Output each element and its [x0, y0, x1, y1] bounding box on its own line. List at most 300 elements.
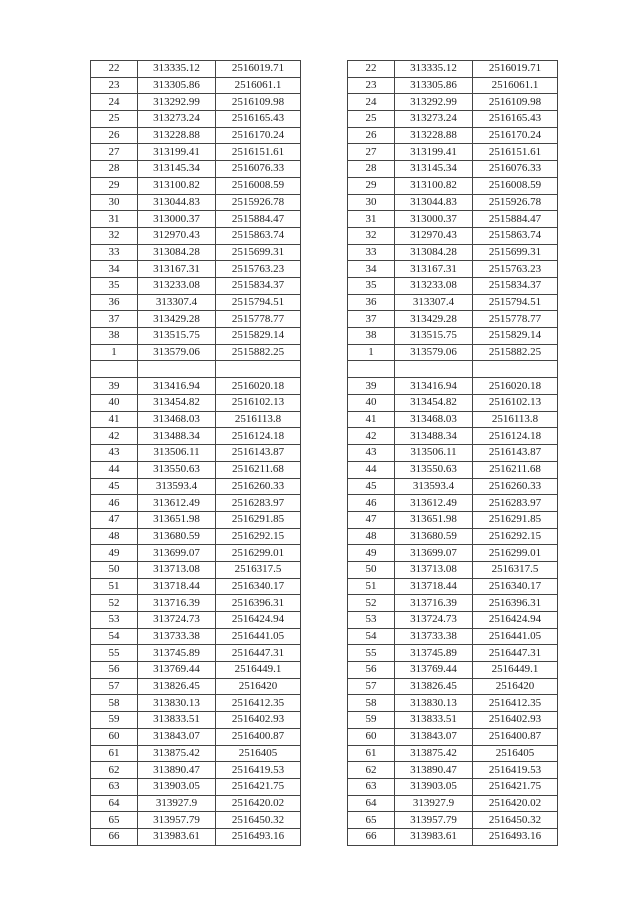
point-number-cell: 65: [91, 812, 138, 829]
point-number-cell: 52: [91, 595, 138, 612]
table-row: [348, 161, 558, 178]
table-row: [91, 695, 301, 712]
point-number-cell: 66: [91, 828, 138, 845]
y-coordinate-cell: 2516400.87: [473, 728, 558, 745]
y-coordinate-cell: 2516008.59: [473, 177, 558, 194]
table-row: [91, 378, 301, 395]
y-coordinate-cell: 2516447.31: [216, 645, 301, 662]
y-coordinate-cell: 2516165.43: [216, 111, 301, 128]
table-row: [348, 795, 558, 812]
y-coordinate-cell: 2515884.47: [473, 211, 558, 228]
y-coordinate-cell: 2516449.1: [216, 662, 301, 679]
table-row: [348, 378, 558, 395]
x-coordinate-cell: 312970.43: [395, 227, 473, 244]
table-row: [91, 511, 301, 528]
x-coordinate-cell: 313044.83: [395, 194, 473, 211]
y-coordinate-cell: 2516420: [216, 678, 301, 695]
table-row: [91, 244, 301, 261]
y-coordinate-cell: 2516170.24: [473, 127, 558, 144]
table-row: [348, 561, 558, 578]
table-row: [91, 445, 301, 462]
table-row: [91, 678, 301, 695]
x-coordinate-cell: 313983.61: [138, 828, 216, 845]
point-number-cell: 31: [348, 211, 395, 228]
table-row: [348, 745, 558, 762]
table-row: [91, 127, 301, 144]
table-row: [91, 595, 301, 612]
table-row: [91, 411, 301, 428]
y-coordinate-cell: 2516061.1: [473, 77, 558, 94]
x-coordinate-cell: 313593.4: [395, 478, 473, 495]
table-row: [91, 478, 301, 495]
point-number-cell: 33: [348, 244, 395, 261]
y-coordinate-cell: 2516076.33: [216, 161, 301, 178]
x-coordinate-cell: 313716.39: [395, 595, 473, 612]
y-coordinate-cell: 2516424.94: [216, 612, 301, 629]
point-number-cell: 45: [348, 478, 395, 495]
x-coordinate-cell: 313307.4: [395, 294, 473, 311]
x-coordinate-cell: 313416.94: [395, 378, 473, 395]
table-row: [348, 778, 558, 795]
y-coordinate-cell: 2516412.35: [473, 695, 558, 712]
x-coordinate-cell: 313826.45: [395, 678, 473, 695]
y-coordinate-cell: 2516396.31: [216, 595, 301, 612]
table-row: [91, 395, 301, 412]
x-coordinate-cell: 313713.08: [395, 561, 473, 578]
y-coordinate-cell: 2516412.35: [216, 695, 301, 712]
y-coordinate-cell: 2515884.47: [216, 211, 301, 228]
table-row: [348, 211, 558, 228]
point-number-cell: 48: [91, 528, 138, 545]
point-number-cell: [91, 361, 138, 378]
y-coordinate-cell: 2516405: [216, 745, 301, 762]
table-row: [348, 478, 558, 495]
point-number-cell: 64: [348, 795, 395, 812]
y-coordinate-cell: 2516424.94: [473, 612, 558, 629]
x-coordinate-cell: 313890.47: [395, 762, 473, 779]
point-number-cell: 22: [348, 61, 395, 78]
table-row: [91, 328, 301, 345]
point-number-cell: 49: [348, 545, 395, 562]
point-number-cell: 26: [91, 127, 138, 144]
y-coordinate-cell: 2515699.31: [216, 244, 301, 261]
x-coordinate-cell: 313769.44: [395, 662, 473, 679]
x-coordinate-cell: 313429.28: [138, 311, 216, 328]
point-number-cell: 63: [348, 778, 395, 795]
blank-separator-row: [348, 361, 558, 378]
y-coordinate-cell: [473, 361, 558, 378]
point-number-cell: 35: [91, 277, 138, 294]
y-coordinate-cell: 2516291.85: [216, 511, 301, 528]
table-row: [91, 728, 301, 745]
table-row: [348, 428, 558, 445]
table-row: [348, 495, 558, 512]
x-coordinate-cell: 313307.4: [138, 294, 216, 311]
point-number-cell: 29: [91, 177, 138, 194]
y-coordinate-cell: 2516291.85: [473, 511, 558, 528]
x-coordinate-cell: 313429.28: [395, 311, 473, 328]
x-coordinate-cell: 313713.08: [138, 561, 216, 578]
table-row: [91, 495, 301, 512]
table-row: [91, 561, 301, 578]
point-number-cell: 34: [91, 261, 138, 278]
table-row: [91, 227, 301, 244]
y-coordinate-cell: 2516102.13: [473, 395, 558, 412]
point-number-cell: 30: [348, 194, 395, 211]
point-number-cell: 27: [91, 144, 138, 161]
point-number-cell: 27: [348, 144, 395, 161]
y-coordinate-cell: 2516211.68: [216, 461, 301, 478]
y-coordinate-cell: 2516020.18: [473, 378, 558, 395]
point-number-cell: 66: [348, 828, 395, 845]
point-number-cell: 54: [91, 628, 138, 645]
y-coordinate-cell: 2516450.32: [473, 812, 558, 829]
point-number-cell: 63: [91, 778, 138, 795]
x-coordinate-cell: 313100.82: [138, 177, 216, 194]
table-row: [348, 177, 558, 194]
x-coordinate-cell: 313843.07: [138, 728, 216, 745]
table-row: [91, 344, 301, 361]
x-coordinate-cell: 313983.61: [395, 828, 473, 845]
point-number-cell: 56: [348, 662, 395, 679]
table-row: [348, 344, 558, 361]
y-coordinate-cell: 2515778.77: [216, 311, 301, 328]
x-coordinate-cell: 313228.88: [395, 127, 473, 144]
table-row: [348, 294, 558, 311]
x-coordinate-cell: 313593.4: [138, 478, 216, 495]
table-row: [91, 628, 301, 645]
x-coordinate-cell: 313550.63: [138, 461, 216, 478]
point-number-cell: 1: [91, 344, 138, 361]
x-coordinate-cell: 313506.11: [395, 445, 473, 462]
table-row: [91, 745, 301, 762]
coordinate-table-right: [347, 60, 558, 846]
table-row: [91, 111, 301, 128]
y-coordinate-cell: 2516405: [473, 745, 558, 762]
y-coordinate-cell: 2516113.8: [216, 411, 301, 428]
x-coordinate-cell: 313579.06: [138, 344, 216, 361]
table-row: [348, 695, 558, 712]
table-row: [91, 528, 301, 545]
point-number-cell: 62: [348, 762, 395, 779]
y-coordinate-cell: 2516019.71: [216, 61, 301, 78]
x-coordinate-cell: 313724.73: [138, 612, 216, 629]
point-number-cell: 57: [348, 678, 395, 695]
table-row: [91, 778, 301, 795]
x-coordinate-cell: 313167.31: [138, 261, 216, 278]
point-number-cell: 50: [91, 561, 138, 578]
x-coordinate-cell: 313733.38: [138, 628, 216, 645]
table-row: [348, 77, 558, 94]
y-coordinate-cell: 2516317.5: [473, 561, 558, 578]
y-coordinate-cell: 2515863.74: [216, 227, 301, 244]
table-row: [91, 712, 301, 729]
y-coordinate-cell: 2516441.05: [216, 628, 301, 645]
point-number-cell: 58: [348, 695, 395, 712]
y-coordinate-cell: 2516419.53: [473, 762, 558, 779]
point-number-cell: 56: [91, 662, 138, 679]
x-coordinate-cell: 313833.51: [138, 712, 216, 729]
x-coordinate-cell: 313292.99: [395, 94, 473, 111]
y-coordinate-cell: 2516124.18: [473, 428, 558, 445]
point-number-cell: 61: [91, 745, 138, 762]
x-coordinate-cell: 313273.24: [395, 111, 473, 128]
y-coordinate-cell: 2516449.1: [473, 662, 558, 679]
y-coordinate-cell: 2516109.98: [216, 94, 301, 111]
table-row: [348, 395, 558, 412]
point-number-cell: 33: [91, 244, 138, 261]
table-row: [91, 545, 301, 562]
table-row: [348, 545, 558, 562]
x-coordinate-cell: 313875.42: [395, 745, 473, 762]
table-row: [91, 261, 301, 278]
point-number-cell: 24: [91, 94, 138, 111]
y-coordinate-cell: 2516493.16: [216, 828, 301, 845]
point-number-cell: 36: [91, 294, 138, 311]
y-coordinate-cell: 2516420.02: [473, 795, 558, 812]
point-number-cell: 46: [348, 495, 395, 512]
table-row: [348, 461, 558, 478]
y-coordinate-cell: 2516211.68: [473, 461, 558, 478]
table-row: [91, 211, 301, 228]
table-row: [348, 244, 558, 261]
x-coordinate-cell: 313335.12: [138, 61, 216, 78]
y-coordinate-cell: 2516402.93: [216, 712, 301, 729]
x-coordinate-cell: 313612.49: [395, 495, 473, 512]
x-coordinate-cell: 313826.45: [138, 678, 216, 695]
x-coordinate-cell: 313454.82: [138, 395, 216, 412]
table-row: [91, 161, 301, 178]
table-row: [348, 728, 558, 745]
x-coordinate-cell: 313515.75: [395, 328, 473, 345]
y-coordinate-cell: 2516420.02: [216, 795, 301, 812]
x-coordinate-cell: 313745.89: [138, 645, 216, 662]
table-row: [91, 762, 301, 779]
x-coordinate-cell: 313830.13: [395, 695, 473, 712]
table-row: [91, 578, 301, 595]
table-row: [91, 428, 301, 445]
table-row: [348, 678, 558, 695]
point-number-cell: 43: [348, 445, 395, 462]
x-coordinate-cell: 313084.28: [138, 244, 216, 261]
x-coordinate-cell: 313903.05: [395, 778, 473, 795]
y-coordinate-cell: 2516283.97: [216, 495, 301, 512]
table-row: [348, 144, 558, 161]
table-row: [91, 662, 301, 679]
x-coordinate-cell: 313680.59: [395, 528, 473, 545]
y-coordinate-cell: 2516441.05: [473, 628, 558, 645]
y-coordinate-cell: 2516151.61: [216, 144, 301, 161]
x-coordinate-cell: 313145.34: [138, 161, 216, 178]
point-number-cell: 59: [91, 712, 138, 729]
point-number-cell: 32: [91, 227, 138, 244]
y-coordinate-cell: 2515763.23: [473, 261, 558, 278]
x-coordinate-cell: 313468.03: [138, 411, 216, 428]
x-coordinate-cell: 313488.34: [395, 428, 473, 445]
y-coordinate-cell: 2516396.31: [473, 595, 558, 612]
x-coordinate-cell: 313145.34: [395, 161, 473, 178]
x-coordinate-cell: 313651.98: [138, 511, 216, 528]
point-number-cell: 39: [348, 378, 395, 395]
x-coordinate-cell: 313716.39: [138, 595, 216, 612]
x-coordinate-cell: 313833.51: [395, 712, 473, 729]
x-coordinate-cell: 313699.07: [395, 545, 473, 562]
point-number-cell: 52: [348, 595, 395, 612]
x-coordinate-cell: 313233.08: [395, 277, 473, 294]
x-coordinate-cell: 313680.59: [138, 528, 216, 545]
y-coordinate-cell: [216, 361, 301, 378]
point-number-cell: 37: [91, 311, 138, 328]
point-number-cell: 51: [348, 578, 395, 595]
point-number-cell: 60: [348, 728, 395, 745]
point-number-cell: 47: [91, 511, 138, 528]
x-coordinate-cell: 313579.06: [395, 344, 473, 361]
table-row: [348, 595, 558, 612]
y-coordinate-cell: 2516019.71: [473, 61, 558, 78]
x-coordinate-cell: 313745.89: [395, 645, 473, 662]
y-coordinate-cell: 2515926.78: [216, 194, 301, 211]
point-number-cell: 41: [91, 411, 138, 428]
y-coordinate-cell: 2515829.14: [473, 328, 558, 345]
table-row: [91, 177, 301, 194]
point-number-cell: 26: [348, 127, 395, 144]
x-coordinate-cell: 313000.37: [138, 211, 216, 228]
table-row: [91, 194, 301, 211]
point-number-cell: 25: [348, 111, 395, 128]
point-number-cell: 44: [348, 461, 395, 478]
table-row: [91, 277, 301, 294]
x-coordinate-cell: 313957.79: [395, 812, 473, 829]
y-coordinate-cell: 2516283.97: [473, 495, 558, 512]
y-coordinate-cell: 2516109.98: [473, 94, 558, 111]
x-coordinate-cell: 313612.49: [138, 495, 216, 512]
y-coordinate-cell: 2516260.33: [473, 478, 558, 495]
table-row: [91, 612, 301, 629]
y-coordinate-cell: 2516151.61: [473, 144, 558, 161]
y-coordinate-cell: 2516493.16: [473, 828, 558, 845]
x-coordinate-cell: 313769.44: [138, 662, 216, 679]
table-row: [91, 94, 301, 111]
coordinate-table-left: [90, 60, 301, 846]
table-row: [348, 645, 558, 662]
coordinate-table-body: [91, 61, 301, 846]
point-number-cell: 35: [348, 277, 395, 294]
point-number-cell: 41: [348, 411, 395, 428]
table-row: [348, 127, 558, 144]
y-coordinate-cell: 2516008.59: [216, 177, 301, 194]
point-number-cell: 39: [91, 378, 138, 395]
table-row: [348, 277, 558, 294]
y-coordinate-cell: 2516143.87: [473, 445, 558, 462]
point-number-cell: 23: [91, 77, 138, 94]
x-coordinate-cell: 313305.86: [138, 77, 216, 94]
y-coordinate-cell: 2516076.33: [473, 161, 558, 178]
x-coordinate-cell: 313100.82: [395, 177, 473, 194]
table-row: [91, 294, 301, 311]
x-coordinate-cell: 313233.08: [138, 277, 216, 294]
table-row: [348, 94, 558, 111]
table-row: [348, 712, 558, 729]
x-coordinate-cell: [395, 361, 473, 378]
y-coordinate-cell: 2516340.17: [216, 578, 301, 595]
point-number-cell: 28: [91, 161, 138, 178]
point-number-cell: 57: [91, 678, 138, 695]
y-coordinate-cell: 2516113.8: [473, 411, 558, 428]
point-number-cell: 65: [348, 812, 395, 829]
point-number-cell: 28: [348, 161, 395, 178]
table-row: [348, 261, 558, 278]
x-coordinate-cell: 313890.47: [138, 762, 216, 779]
point-number-cell: 55: [348, 645, 395, 662]
x-coordinate-cell: 313199.41: [138, 144, 216, 161]
x-coordinate-cell: 313167.31: [395, 261, 473, 278]
y-coordinate-cell: 2516165.43: [473, 111, 558, 128]
y-coordinate-cell: 2516421.75: [216, 778, 301, 795]
point-number-cell: 30: [91, 194, 138, 211]
point-number-cell: 42: [348, 428, 395, 445]
table-row: [348, 612, 558, 629]
x-coordinate-cell: 313084.28: [395, 244, 473, 261]
y-coordinate-cell: 2516450.32: [216, 812, 301, 829]
x-coordinate-cell: 313416.94: [138, 378, 216, 395]
point-number-cell: 58: [91, 695, 138, 712]
y-coordinate-cell: 2515794.51: [473, 294, 558, 311]
y-coordinate-cell: 2516292.15: [216, 528, 301, 545]
coordinate-table-body: [348, 61, 558, 846]
point-number-cell: 45: [91, 478, 138, 495]
table-row: [348, 61, 558, 78]
point-number-cell: 53: [348, 612, 395, 629]
x-coordinate-cell: 313843.07: [395, 728, 473, 745]
point-number-cell: 44: [91, 461, 138, 478]
point-number-cell: 40: [348, 395, 395, 412]
y-coordinate-cell: 2516419.53: [216, 762, 301, 779]
x-coordinate-cell: 313044.83: [138, 194, 216, 211]
y-coordinate-cell: 2515699.31: [473, 244, 558, 261]
x-coordinate-cell: 313199.41: [395, 144, 473, 161]
y-coordinate-cell: 2516124.18: [216, 428, 301, 445]
table-row: [91, 812, 301, 829]
table-row: [348, 411, 558, 428]
x-coordinate-cell: 313228.88: [138, 127, 216, 144]
y-coordinate-cell: 2515794.51: [216, 294, 301, 311]
x-coordinate-cell: 313651.98: [395, 511, 473, 528]
y-coordinate-cell: 2515834.37: [473, 277, 558, 294]
table-row: [348, 828, 558, 845]
point-number-cell: 61: [348, 745, 395, 762]
point-number-cell: 53: [91, 612, 138, 629]
y-coordinate-cell: 2515863.74: [473, 227, 558, 244]
x-coordinate-cell: 313724.73: [395, 612, 473, 629]
y-coordinate-cell: 2516420: [473, 678, 558, 695]
y-coordinate-cell: 2516020.18: [216, 378, 301, 395]
point-number-cell: [348, 361, 395, 378]
x-coordinate-cell: 313830.13: [138, 695, 216, 712]
y-coordinate-cell: 2516299.01: [473, 545, 558, 562]
point-number-cell: 49: [91, 545, 138, 562]
x-coordinate-cell: 313000.37: [395, 211, 473, 228]
point-number-cell: 51: [91, 578, 138, 595]
y-coordinate-cell: 2516317.5: [216, 561, 301, 578]
table-row: [348, 227, 558, 244]
point-number-cell: 34: [348, 261, 395, 278]
table-row: [348, 528, 558, 545]
point-number-cell: 24: [348, 94, 395, 111]
table-row: [91, 795, 301, 812]
y-coordinate-cell: 2516421.75: [473, 778, 558, 795]
x-coordinate-cell: 313335.12: [395, 61, 473, 78]
table-row: [348, 311, 558, 328]
